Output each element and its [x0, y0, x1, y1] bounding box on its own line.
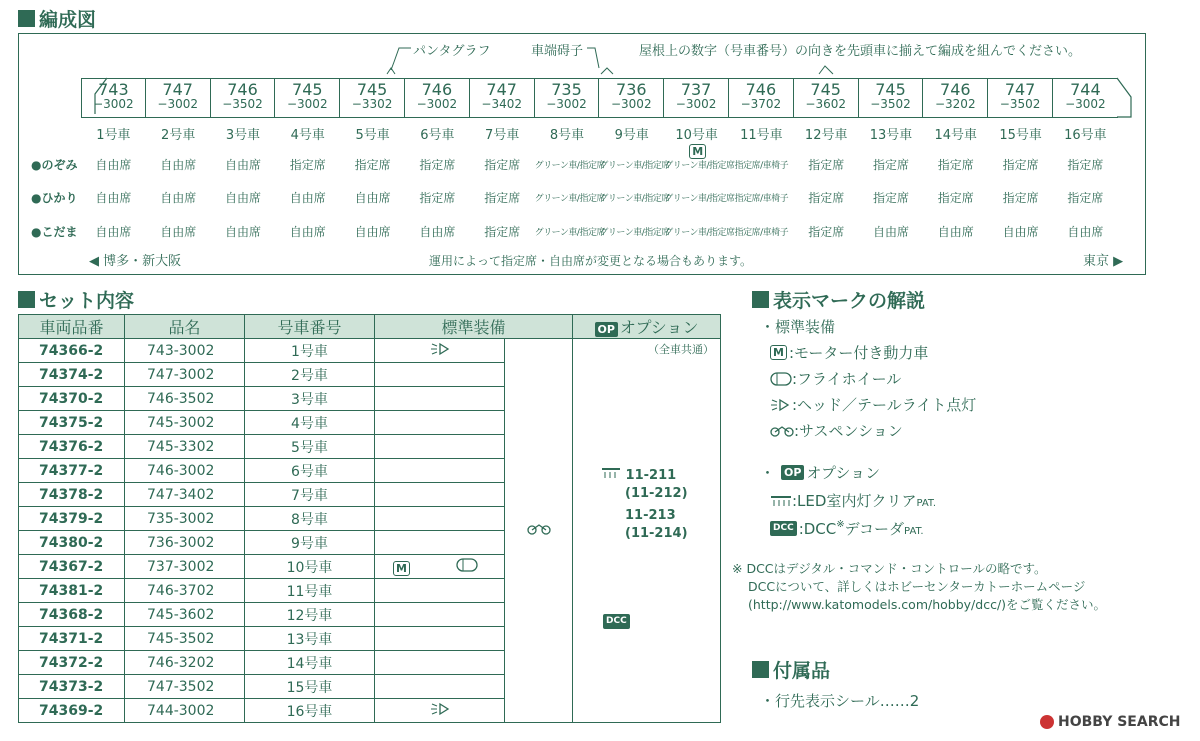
- seat-type: 指定席: [937, 191, 974, 205]
- std-equipment: [375, 387, 505, 411]
- dcc-notes: ※ DCCはデジタル・コマンド・コントロールの略です。 DCCについて、詳しくはホビーセンターカトーホームページ (http://www.katomodels.com/hobby/dcc/)をご覧ください。: [732, 561, 1107, 612]
- car-name: 735-3002: [125, 507, 245, 531]
- seat-type: 自由席: [160, 225, 197, 239]
- std-equipment: [375, 603, 505, 627]
- car-name: 745-3302: [125, 435, 245, 459]
- car-number: −3002: [286, 97, 328, 111]
- seat-type: 指定席: [808, 191, 845, 205]
- car-model: 737: [680, 80, 712, 99]
- car: [275, 78, 340, 118]
- train: [81, 74, 1121, 158]
- seat-type: グリーン車/指定席: [534, 228, 605, 238]
- std-equipment: [375, 411, 505, 435]
- car-model: 746: [940, 80, 971, 99]
- car-model: 743: [98, 80, 129, 99]
- car: [664, 78, 729, 118]
- car-model: 746: [421, 80, 453, 99]
- section-square-icon: [752, 291, 769, 308]
- car: [340, 78, 405, 118]
- service-label: ●ひかり: [31, 191, 78, 205]
- seat-type: グリーン車/指定席: [664, 194, 735, 204]
- seat-type: 自由席: [95, 225, 132, 239]
- car-no: 6号車: [245, 459, 375, 483]
- std-equipment: [375, 435, 505, 459]
- std-equipment: [375, 339, 505, 363]
- legend-flywheel: :フライホイール: [770, 368, 901, 389]
- car-no: 1号車: [245, 339, 375, 363]
- dcc-icon: DCC: [603, 614, 630, 629]
- seat-type: 指定席: [289, 158, 326, 172]
- std-equipment: [375, 675, 505, 699]
- car-code: 74378-2: [19, 483, 125, 507]
- seat-type: グリーン車/指定席: [664, 161, 735, 171]
- seat-type: 指定席: [808, 158, 845, 172]
- op-badge-icon: OP: [781, 465, 804, 480]
- seat-type: 自由席: [419, 225, 456, 239]
- light-icon: [770, 397, 792, 413]
- seat-type: 自由席: [289, 225, 326, 239]
- car: [470, 78, 535, 118]
- op-badge-icon: OP: [595, 322, 618, 337]
- car-name: 745-3502: [125, 627, 245, 651]
- car-number: −3602: [805, 97, 846, 111]
- car-name: 746-3502: [125, 387, 245, 411]
- car-code: 74381-2: [19, 579, 125, 603]
- car-label: 10号車: [675, 128, 718, 143]
- car-label: 11号車: [740, 128, 783, 143]
- std-equipment: [375, 555, 505, 579]
- service-label: ●こだま: [31, 225, 78, 239]
- car-model: 745: [292, 80, 323, 99]
- car-no: 7号車: [245, 483, 375, 507]
- col-opt: OP オプション: [573, 315, 721, 339]
- section-square-icon: [18, 291, 35, 308]
- table-row: [19, 339, 721, 363]
- section-square-icon: [752, 661, 769, 678]
- car-code: 74368-2: [19, 603, 125, 627]
- col-code: 車両品番: [19, 315, 125, 339]
- car-code: 74367-2: [19, 555, 125, 579]
- car-number: −3002: [675, 97, 717, 111]
- car: [1053, 78, 1118, 118]
- set-title: セット内容: [18, 286, 134, 313]
- std-equipment: [375, 627, 505, 651]
- std-equipment: [375, 699, 505, 723]
- seat-type: 自由席: [224, 158, 261, 172]
- set-table: [18, 314, 721, 723]
- accessory-item: ・行先表示シール‥‥‥2: [760, 692, 920, 710]
- seat-type: 自由席: [95, 158, 132, 172]
- car-label: 9号車: [614, 128, 649, 143]
- car-no: 3号車: [245, 387, 375, 411]
- seat-type: 自由席: [289, 191, 326, 205]
- light-icon: [431, 702, 451, 720]
- car-name: 745-3602: [125, 603, 245, 627]
- car-name: 747-3002: [125, 363, 245, 387]
- car-code: 74369-2: [19, 699, 125, 723]
- train-nose: [1115, 77, 1145, 123]
- car-name: 743-3002: [125, 339, 245, 363]
- formation-title: 編成図: [18, 5, 96, 32]
- car-label: 3号車: [225, 128, 261, 143]
- car-code: 74374-2: [19, 363, 125, 387]
- car-number: −3002: [1065, 97, 1106, 111]
- suspension-icon: [527, 522, 551, 536]
- car-number: −3702: [740, 97, 782, 111]
- opt-common: （全車共通）: [648, 343, 714, 356]
- car-model: 746: [227, 80, 258, 99]
- car-code: 74379-2: [19, 507, 125, 531]
- legend-light: :ヘッド／テールライト点灯: [770, 394, 976, 415]
- right-destination: 東京 ▶: [1083, 254, 1124, 269]
- car-code: 74376-2: [19, 435, 125, 459]
- legend-motor: M :モーター付き動力車: [770, 342, 928, 363]
- car-no: 5号車: [245, 435, 375, 459]
- car-label: 2号車: [161, 128, 196, 143]
- seat-type: 指定席/車椅子: [734, 194, 789, 204]
- car-number: −3002: [157, 97, 198, 111]
- std-equipment: [375, 459, 505, 483]
- accessories-title: 付属品: [752, 656, 830, 683]
- std-suspension: [505, 339, 573, 723]
- car-model: 745: [810, 80, 841, 99]
- pantograph-label: パンタグラフ: [413, 44, 491, 59]
- car: [729, 78, 794, 118]
- car-number: −3002: [610, 97, 652, 111]
- car-model: 736: [616, 80, 647, 99]
- seat-type: 自由席: [354, 225, 391, 239]
- formation-diagram: [18, 33, 1146, 275]
- car-code: 74380-2: [19, 531, 125, 555]
- car-label: 6号車: [420, 128, 455, 143]
- seat-type: 自由席: [1067, 225, 1104, 239]
- seat-type: 自由席: [224, 225, 261, 239]
- seat-type: グリーン車/指定席: [534, 161, 605, 171]
- seat-type: 指定席: [808, 225, 845, 239]
- car: [535, 78, 600, 118]
- car: [794, 78, 859, 118]
- left-destination: ◀ 博多・新大阪: [89, 254, 182, 269]
- car-label: 1号車: [96, 128, 131, 143]
- car-no: 10号車: [245, 555, 375, 579]
- seat-change-note: 運用によって指定席・自由席が変更となる場合もあります。: [429, 254, 753, 268]
- std-equipment: [375, 651, 505, 675]
- car-code: 74372-2: [19, 651, 125, 675]
- car-no: 12号車: [245, 603, 375, 627]
- seat-type: 指定席/車椅子: [734, 228, 789, 238]
- car-label: 5号車: [355, 128, 390, 143]
- car-label: 13号車: [869, 128, 913, 143]
- light-icon: [431, 342, 451, 360]
- seat-type: 指定席/車椅子: [734, 161, 789, 171]
- options-cell: [573, 339, 721, 723]
- insulator-label: 車端碍子: [531, 44, 584, 59]
- car-number: −3202: [934, 97, 976, 111]
- car-no: 11号車: [245, 579, 375, 603]
- car-label: 4号車: [290, 128, 325, 143]
- std-equipment: [375, 507, 505, 531]
- seat-type: 指定席: [872, 158, 909, 172]
- car-no: 13号車: [245, 627, 375, 651]
- car-number: −3302: [351, 97, 393, 111]
- seat-type: 指定席: [872, 191, 909, 205]
- car-code: 74371-2: [19, 627, 125, 651]
- car-name: 747-3502: [125, 675, 245, 699]
- car-no: 14号車: [245, 651, 375, 675]
- car: [923, 78, 988, 118]
- seat-type: 自由席: [160, 158, 197, 172]
- col-std: 標準装備: [375, 315, 573, 339]
- car-label: 7号車: [485, 128, 520, 143]
- led-icon: [601, 467, 621, 479]
- led-icon: [770, 494, 792, 508]
- legend-std-head: ・標準装備: [760, 318, 836, 336]
- car-no: 15号車: [245, 675, 375, 699]
- car-number: −3502: [222, 97, 263, 111]
- seat-type: 指定席: [354, 158, 391, 172]
- car-name: 745-3002: [125, 411, 245, 435]
- car-model: 746: [745, 80, 777, 99]
- seat-type: 指定席: [1002, 158, 1039, 172]
- car-no: 16号車: [245, 699, 375, 723]
- std-equipment: [375, 363, 505, 387]
- car-model: 744: [1070, 80, 1101, 99]
- seat-type: 指定席: [419, 191, 456, 205]
- car-no: 8号車: [245, 507, 375, 531]
- car-code: 74377-2: [19, 459, 125, 483]
- seat-type: 自由席: [95, 191, 132, 205]
- watermark: HOBBY SEARCH: [1040, 714, 1180, 730]
- seat-type: グリーン車/指定席: [599, 228, 670, 238]
- car-number: −3402: [481, 97, 522, 111]
- std-equipment: [375, 483, 505, 507]
- car-label: 14号車: [934, 128, 978, 143]
- car: [405, 78, 470, 118]
- seat-type: 指定席: [1067, 158, 1104, 172]
- roof-note: 屋根上の数字（号車番号）の向きを先頭車に揃えて編成を組んでください。: [639, 44, 1082, 59]
- car-model: 747: [162, 80, 193, 99]
- car-name: 737-3002: [125, 555, 245, 579]
- seat-type: グリーン車/指定席: [664, 228, 735, 238]
- seat-type: 自由席: [1002, 225, 1039, 239]
- col-carno: 号車番号: [245, 315, 375, 339]
- car-code: 74375-2: [19, 411, 125, 435]
- seat-type: 自由席: [224, 191, 261, 205]
- car-number: −3502: [870, 97, 911, 111]
- seat-type: 指定席: [937, 158, 974, 172]
- motor-icon: M: [393, 561, 410, 576]
- std-equipment: [375, 579, 505, 603]
- legend-opt-head: ・ OP オプション: [760, 464, 881, 482]
- motor-icon: M: [689, 144, 706, 159]
- seat-type: グリーン車/指定席: [599, 161, 670, 171]
- seat-type: グリーン車/指定席: [599, 194, 670, 204]
- seat-type: 自由席: [937, 225, 974, 239]
- flywheel-icon: [770, 372, 792, 386]
- seat-type: 指定席: [484, 225, 521, 239]
- suspension-icon: [770, 424, 794, 438]
- car: [988, 78, 1053, 118]
- seat-type: 自由席: [160, 191, 197, 205]
- legend-title: 表示マークの解説: [752, 286, 925, 313]
- car: [211, 78, 276, 118]
- hobbysearch-logo-icon: [1040, 715, 1054, 729]
- car-label: 16号車: [1064, 128, 1107, 143]
- car-number: −3002: [93, 97, 134, 111]
- car-code: 74373-2: [19, 675, 125, 699]
- car-number: −3002: [546, 97, 587, 111]
- opt-led: 11-211 (11-212) 11-213 (11-214): [601, 467, 688, 543]
- car-model: 747: [1004, 80, 1036, 99]
- car-model: 735: [551, 80, 582, 99]
- seat-type: 自由席: [872, 225, 909, 239]
- car-label: 15号車: [999, 128, 1042, 143]
- car-no: 2号車: [245, 363, 375, 387]
- car-model: 747: [486, 80, 517, 99]
- seat-type: 指定席: [419, 158, 456, 172]
- car-name: 747-3402: [125, 483, 245, 507]
- car: [599, 78, 664, 118]
- car-name: 746-3702: [125, 579, 245, 603]
- legend-led: :LED室内灯クリア PAT.: [770, 490, 936, 511]
- dcc-icon: DCC: [770, 521, 797, 536]
- seat-type: 指定席: [1067, 191, 1104, 205]
- seat-type: 指定席: [484, 158, 521, 172]
- car-name: 736-3002: [125, 531, 245, 555]
- seat-type: 指定席: [1002, 191, 1039, 205]
- seat-type: 自由席: [354, 191, 391, 205]
- car-model: 745: [356, 80, 388, 99]
- legend-dcc: DCC :DCC ※ デコーダ PAT.: [770, 518, 924, 539]
- car-name: 746-3002: [125, 459, 245, 483]
- car: [859, 78, 924, 118]
- service-label: ●のぞみ: [31, 158, 78, 172]
- car-number: −3002: [416, 97, 458, 111]
- car-code: 74366-2: [19, 339, 125, 363]
- flywheel-icon: [456, 558, 478, 572]
- car-label: 12号車: [804, 128, 848, 143]
- car-code: 74370-2: [19, 387, 125, 411]
- opt-dcc: [603, 611, 632, 629]
- car-name: 744-3002: [125, 699, 245, 723]
- seat-type: 指定席: [484, 191, 521, 205]
- seat-type: グリーン車/指定席: [534, 194, 605, 204]
- car-model: 745: [875, 80, 906, 99]
- car-no: 4号車: [245, 411, 375, 435]
- car: [81, 78, 146, 118]
- car-no: 9号車: [245, 531, 375, 555]
- motor-icon: M: [770, 345, 787, 360]
- col-name: 品名: [125, 315, 245, 339]
- car-label: 8号車: [549, 128, 585, 143]
- std-equipment: [375, 531, 505, 555]
- car-number: −3502: [999, 97, 1041, 111]
- car-name: 746-3202: [125, 651, 245, 675]
- car: [146, 78, 211, 118]
- section-square-icon: [18, 10, 35, 27]
- legend-suspension: :サスペンション: [770, 420, 903, 441]
